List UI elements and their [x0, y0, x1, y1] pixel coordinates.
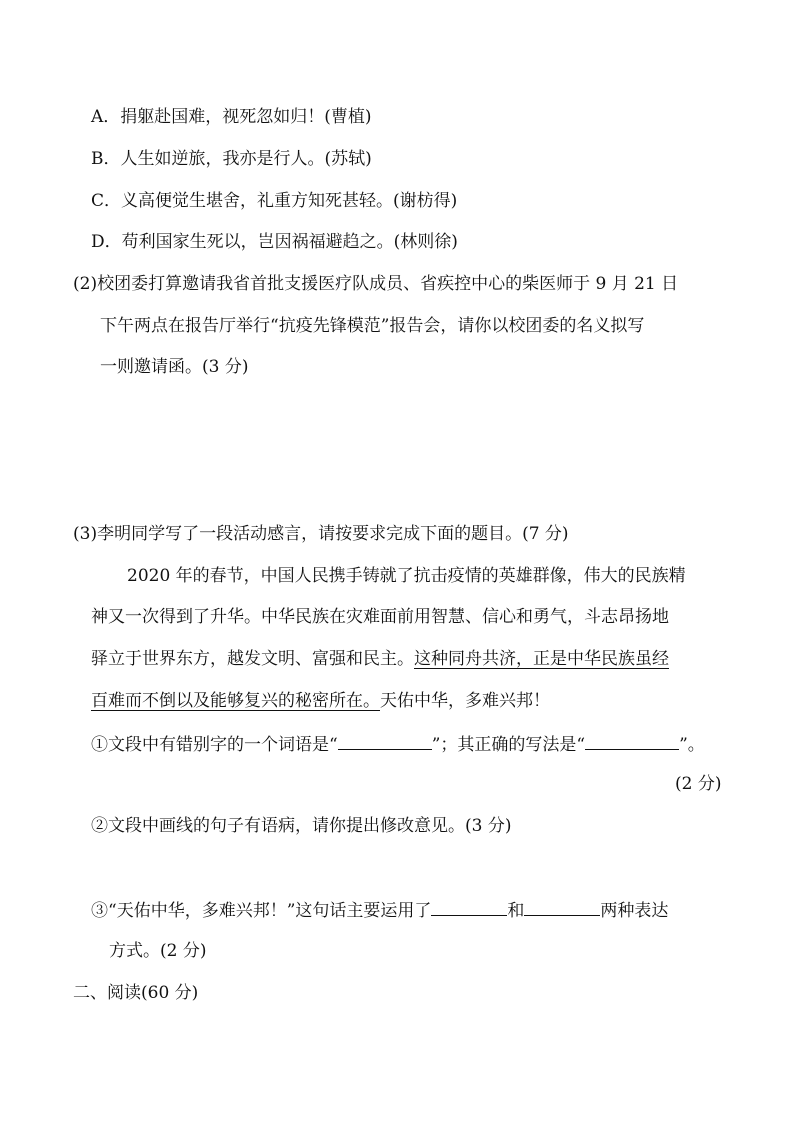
sub-question-1-score: (2 分): [675, 774, 722, 794]
sub-question-3: [91, 897, 668, 923]
answer-blank-correct-word[interactable]: [585, 731, 679, 750]
question-2-line-1: (2)校团委打算邀请我省首批支援医疗队成员、省疾控中心的柴医师于 9 月 21 日: [73, 274, 679, 294]
passage-line-4: [91, 689, 550, 713]
sub-question-3-line-2: 方式。(2 分): [109, 941, 207, 961]
question-2-line-2: 下午两点在报告厅举行“抗疫先锋模范”报告会，请你以校团委的名义拟写: [100, 316, 645, 336]
underlined-sentence-part-1: 这种同舟共济，正是中华民族虽经: [414, 649, 669, 669]
option-c: C．义高便觉生堪舍，礼重方知死甚轻。(谢枋得): [91, 191, 458, 211]
sub-question-1-suffix: ”。: [679, 735, 705, 755]
question-3-intro: (3)李明同学写了一段活动感言，请按要求完成下面的题目。(7 分): [73, 524, 569, 544]
answer-blank-expression-2[interactable]: [524, 897, 600, 916]
option-b: B．人生如逆旅，我亦是行人。(苏轼): [91, 149, 372, 169]
answer-blank-expression-1[interactable]: [431, 897, 507, 916]
sub-question-1: [91, 731, 705, 757]
sub-question-2: ②文段中画线的句子有语病，请你提出修改意见。(3 分): [91, 816, 512, 836]
passage-line-3: [91, 647, 669, 671]
section-2-heading: 二、阅读(60 分): [73, 983, 199, 1003]
answer-blank-wrong-word[interactable]: [338, 731, 432, 750]
sub-question-3-prefix: ③“天佑中华，多难兴邦！”这句话主要运用了: [91, 901, 432, 921]
sub-question-1-middle: ”；其正确的写法是“: [431, 735, 586, 755]
question-2-line-3: 一则邀请函。(3 分): [100, 357, 249, 377]
sub-question-1-prefix: ①文段中有错别字的一个词语是“: [91, 735, 338, 755]
sub-question-3-suffix: 两种表达: [600, 901, 669, 921]
option-a: A．捐躯赴国难，视死忽如归！(曹植): [91, 107, 372, 127]
passage-line-3-plain: 驿立于世界东方，越发文明、富强和民主。: [91, 649, 414, 669]
passage-line-2: 神又一次得到了升华。中华民族在灾难面前用智慧、信心和勇气，斗志昂扬地: [91, 607, 669, 627]
passage-line-1: 2020 年的春节，中国人民携手铸就了抗击疫情的英雄群像，伟大的民族精: [127, 566, 686, 586]
passage-line-4-plain: 天佑中华，多难兴邦！: [380, 691, 550, 711]
underlined-sentence-part-2: 百难而不倒以及能够复兴的秘密所在。: [91, 691, 380, 711]
option-d: D．苟利国家生死以，岂因祸福避趋之。(林则徐): [91, 232, 458, 252]
sub-question-3-middle: 和: [507, 901, 525, 921]
